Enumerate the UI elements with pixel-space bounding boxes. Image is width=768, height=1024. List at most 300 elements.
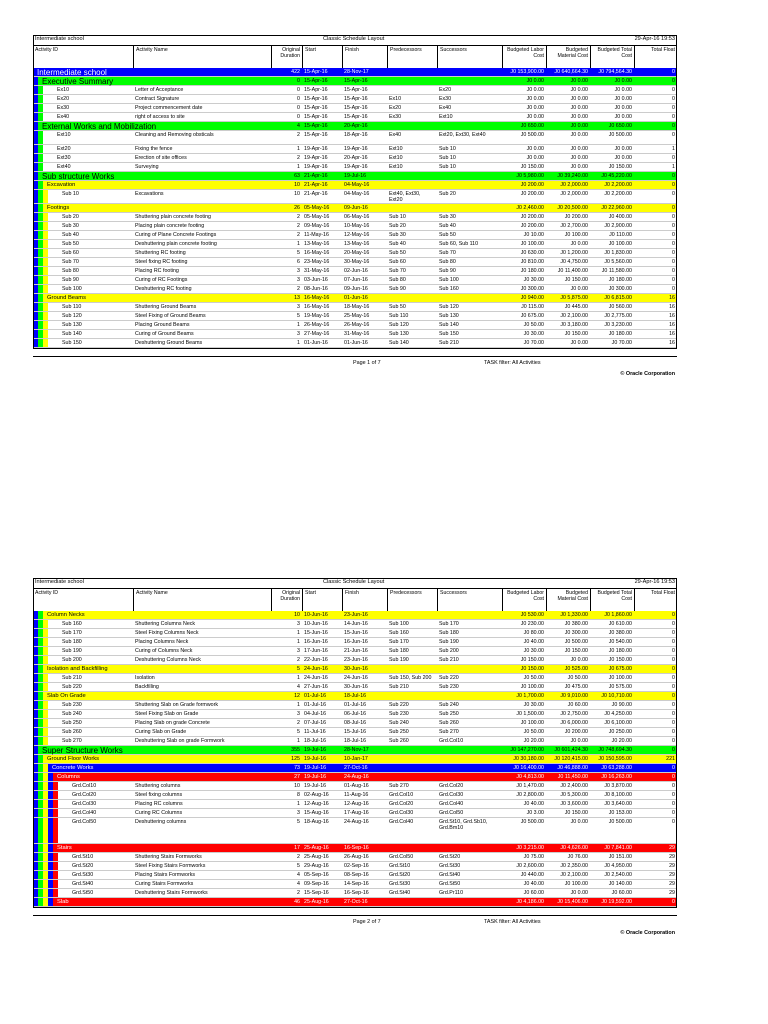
cell-labor: J0 530.00 (520, 612, 544, 618)
cell-dur: 0 (297, 114, 300, 120)
cell-name: Deshuttering columns (135, 819, 187, 825)
cell-float: 1 (672, 146, 675, 152)
cell-material: J0 6,000.00 (560, 720, 588, 726)
cell-succ: Sub 50 (439, 232, 456, 238)
cell-succ: Sub 20 (439, 191, 456, 197)
column-header-labor: Budgeted Labor Cost (502, 46, 546, 68)
cell-total: J0 180.00 (608, 331, 632, 337)
cell-labor: J0 2,800.00 (516, 792, 544, 798)
cell-dur: 3 (297, 331, 300, 337)
cell-pred: Sub 130 (389, 331, 409, 337)
cell-pred: Sub 240 (389, 720, 409, 726)
cell-dur: 10 (294, 182, 300, 188)
cell-float: 0 (672, 810, 675, 816)
cell-float: 0 (672, 711, 675, 717)
column-header-total: Budgeted Total Cost (590, 589, 634, 611)
cell-name: Project commencement date (135, 105, 203, 111)
cell-labor: J0 500.00 (520, 819, 544, 825)
cell-finish: 23-Jun-16 (344, 612, 368, 618)
cell-labor: J0 0.00 (526, 78, 544, 84)
cell-labor: J0 3,215.00 (516, 845, 544, 851)
cell-name: Steel Fixing of Ground Beams (135, 313, 206, 319)
cell-total: J0 6,815.00 (604, 295, 632, 301)
cell-labor: J0 810.00 (520, 259, 544, 265)
cell-total: J0 794,564.30 (598, 69, 632, 75)
cell-material: J0 11,450.00 (557, 774, 588, 780)
cell-start: 19-Jul-16 (304, 756, 327, 762)
cell-id: Ground Beams (47, 295, 86, 301)
cell-float: 1 (672, 164, 675, 170)
filter-label: TASK filter: All Activities (484, 360, 541, 366)
cell-float: 0 (672, 232, 675, 238)
cell-finish: 15-Apr-16 (344, 87, 368, 93)
cell-total: J0 675.00 (608, 666, 632, 672)
cell-start: 11-May-16 (304, 232, 329, 238)
cell-pred: Sub 60 (389, 259, 406, 265)
cell-start: 31-May-16 (304, 268, 330, 274)
cell-labor: J0 0.00 (526, 87, 544, 93)
cell-total: J0 3,870.00 (604, 783, 632, 789)
cell-succ: Sub 80 (439, 259, 456, 265)
cell-finish: 02-Sep-16 (344, 863, 369, 869)
cell-id: Ext10 (57, 132, 71, 138)
cell-finish: 14-Jun-16 (344, 621, 368, 627)
cell-name: Placing plain concrete footing (135, 223, 205, 229)
cell-id: Slab On Grade (47, 693, 86, 699)
cell-labor: J0 440.00 (520, 872, 544, 878)
layout-title: Classic Schedule Layout (323, 579, 385, 585)
cell-finish: 28-Nov-17 (344, 69, 369, 75)
cell-id: Ex40 (57, 114, 70, 120)
cell-labor: J0 0.00 (526, 155, 544, 161)
cell-name: Cleaning and Removing obsticals (135, 132, 214, 138)
cell-finish: 15-Jun-16 (344, 630, 368, 636)
cell-start: 19-May-16 (304, 313, 330, 319)
cell-float: 0 (672, 205, 675, 211)
cell-material: J0 0.00 (570, 164, 588, 170)
cell-labor: J0 630.00 (520, 250, 544, 256)
cell-pred: Grd.Col40 (389, 819, 414, 825)
cell-succ: Sub 200 (439, 648, 459, 654)
cell-float: 0 (672, 693, 675, 699)
cell-dur: 4 (297, 684, 300, 690)
cell-start: 19-Apr-16 (304, 164, 328, 170)
cell-finish: 15-Jul-16 (344, 729, 367, 735)
cell-material: J0 640,664.30 (554, 69, 588, 75)
cell-total: J0 100.00 (608, 675, 632, 681)
cell-float: 0 (672, 191, 675, 197)
cell-start: 01-Jul-16 (304, 702, 327, 708)
cell-float: 0 (672, 78, 675, 84)
cell-finish: 13-May-16 (344, 241, 370, 247)
cell-labor: J0 3.00 (526, 810, 544, 816)
cell-start: 19-Jul-16 (304, 783, 327, 789)
cell-name: Steel Fixing Stairs Formworks (135, 863, 206, 869)
cell-float: 0 (672, 123, 675, 129)
project-title: Intermediate school (35, 36, 84, 42)
cell-material: J0 5,875.00 (560, 295, 588, 301)
cell-finish: 10-Jan-17 (344, 756, 368, 762)
column-header-start: Start (302, 46, 342, 68)
cell-pred: Sub 220 (389, 702, 409, 708)
cell-material: J0 380.00 (564, 621, 588, 627)
cell-total: J0 45,220.00 (601, 173, 632, 179)
cell-dur: 26 (294, 205, 300, 211)
cell-material: J0 76.00 (567, 854, 588, 860)
cell-start: 23-May-16 (304, 259, 330, 265)
cell-finish: 02-Jun-16 (344, 268, 368, 274)
cell-material: J0 0.00 (570, 132, 588, 138)
cell-float: 0 (672, 774, 675, 780)
cell-finish: 15-Apr-16 (344, 96, 368, 102)
cell-dur: 27 (294, 774, 300, 780)
cell-dur: 5 (297, 819, 300, 825)
cell-name: Deshuttering Columns Neck (135, 657, 201, 663)
cell-finish: 25-May-16 (344, 313, 370, 319)
cell-id: Isolation and Backfilling (47, 666, 108, 672)
cell-material: J0 445.00 (564, 304, 588, 310)
cell-finish: 06-May-16 (344, 214, 370, 220)
cell-start: 29-Aug-16 (304, 863, 329, 869)
cell-name: Fixing the fence (135, 146, 173, 152)
cell-name: Deshuttering plain concrete footing (135, 241, 217, 247)
cell-finish: 24-Aug-16 (344, 774, 369, 780)
cell-total: J0 2,200.00 (604, 182, 632, 188)
cell-finish: 15-Apr-16 (344, 78, 368, 84)
cell-id: Sub 180 (62, 639, 82, 645)
cell-total: J0 380.00 (608, 630, 632, 636)
table-frame (33, 35, 677, 349)
cell-id: Sub 190 (62, 648, 82, 654)
cell-float: 16 (669, 340, 675, 346)
cell-material: J0 150.00 (564, 648, 588, 654)
cell-dur: 2 (297, 720, 300, 726)
cell-start: 16-May-16 (304, 250, 330, 256)
cell-material: J0 60.00 (567, 702, 588, 708)
cell-float: 0 (672, 684, 675, 690)
cell-material: J0 1,330.00 (560, 612, 588, 618)
cell-pred: Sub 20 (389, 223, 406, 229)
cell-pred: Grd.Col20 (389, 801, 414, 807)
cell-start: 03-Jun-16 (304, 277, 328, 283)
cell-dur: 3 (297, 268, 300, 274)
cell-float: 16 (669, 295, 675, 301)
cell-start: 19-Jul-16 (304, 774, 327, 780)
cell-total: J0 5,560.00 (604, 259, 632, 265)
cell-material: J0 2,750.00 (560, 711, 588, 717)
cell-start: 25-Aug-16 (304, 845, 329, 851)
cell-float: 0 (672, 214, 675, 220)
cell-finish: 27-Oct-16 (344, 899, 368, 905)
page-footer (33, 356, 677, 385)
cell-material: J0 4,626.00 (560, 845, 588, 851)
cell-pred: Grd.St30 (389, 881, 411, 887)
cell-total: J0 60.00 (611, 890, 632, 896)
cell-name: Backfilling (135, 684, 159, 690)
cell-float: 0 (672, 801, 675, 807)
cell-finish: 16-Sep-16 (344, 890, 369, 896)
cell-pred: Sub 250 (389, 729, 409, 735)
cell-material: J0 2,400.00 (560, 783, 588, 789)
cell-labor: J0 40.00 (523, 639, 544, 645)
cell-name: Deshuttering Ground Beams (135, 340, 203, 346)
cell-pred: Ext10 (389, 146, 403, 152)
cell-id: Sub 140 (62, 331, 82, 337)
cell-material: J0 2,100.00 (560, 872, 588, 878)
schedule-page-1 (33, 35, 677, 487)
cell-succ: Sub 10 (439, 146, 456, 152)
cell-name: Steel Fixing Columns Neck (135, 630, 199, 636)
cell-material: J0 0.00 (570, 241, 588, 247)
cell-dur: 2 (297, 132, 300, 138)
cell-material: J0 0.00 (570, 96, 588, 102)
cell-labor: J0 0.00 (526, 146, 544, 152)
cell-finish: 08-Sep-16 (344, 872, 369, 878)
cell-start: 25-Aug-16 (304, 854, 329, 860)
cell-total: J0 4,950.00 (604, 863, 632, 869)
cell-dur: 3 (297, 277, 300, 283)
cell-labor: J0 2,600.00 (516, 863, 544, 869)
cell-name: Isolation (135, 675, 155, 681)
cell-material: J0 0.00 (570, 155, 588, 161)
cell-float: 16 (669, 304, 675, 310)
cell-id: Sub 130 (62, 322, 82, 328)
cell-id: Grd.St50 (72, 890, 94, 896)
cell-material: J0 0.00 (570, 105, 588, 111)
cell-pred: Sub 90 (389, 286, 406, 292)
cell-float: 29 (669, 854, 675, 860)
cell-succ: Grd.Col20 (439, 783, 464, 789)
cell-dur: 6 (297, 259, 300, 265)
cell-succ: Sub 260 (439, 720, 459, 726)
cell-float: 29 (669, 890, 675, 896)
cell-dur: 5 (297, 666, 300, 672)
cell-dur: 125 (291, 756, 300, 762)
cell-id: Column Necks (47, 612, 85, 618)
cell-pred: Sub 70 (389, 268, 406, 274)
cell-dur: 422 (291, 69, 300, 75)
cell-total: J0 0.00 (614, 96, 632, 102)
cell-total: J0 2,540.00 (604, 872, 632, 878)
cell-total: J0 0.00 (614, 114, 632, 120)
cell-start: 15-Apr-16 (304, 123, 328, 129)
cell-name: Deshuttering Stairs Formworks (135, 890, 208, 896)
cell-material: J0 525.00 (564, 666, 588, 672)
cell-material: J0 2,350.00 (560, 863, 588, 869)
cell-id: Sub 250 (62, 720, 82, 726)
cell-finish: 14-Sep-16 (344, 881, 369, 887)
cell-succ: Sub 70 (439, 250, 456, 256)
cell-id: Sub 90 (62, 277, 79, 283)
cell-finish: 18-May-16 (344, 304, 370, 310)
cell-name: Curing of Plane Concrete Footings (135, 232, 217, 238)
cell-id: Ext40 (57, 164, 71, 170)
cell-total: J0 11,580.00 (601, 268, 632, 274)
cell-material: J0 100.00 (564, 881, 588, 887)
cell-material: J0 2,000.00 (560, 191, 588, 197)
cell-start: 10-Jun-16 (304, 612, 328, 618)
cell-id: Sub 210 (62, 675, 82, 681)
column-header-finish: Finish (342, 46, 387, 68)
cell-total: J0 1,860.00 (604, 612, 632, 618)
column-header-material: Budgeted Material Cost (546, 589, 590, 611)
cell-labor: J0 500.00 (520, 132, 544, 138)
cell-id: Ex20 (57, 96, 70, 102)
cell-start: 13-May-16 (304, 241, 330, 247)
cell-material: J0 46,888.00 (557, 765, 588, 771)
cell-total: J0 0.00 (614, 105, 632, 111)
cell-pred: Sub 50 (389, 250, 406, 256)
cell-finish: 20-Apr-16 (344, 155, 368, 161)
cell-pred: Grd.St20 (389, 872, 411, 878)
cell-material: J0 0.00 (570, 890, 588, 896)
cell-succ: Sub 10 (439, 164, 456, 170)
cell-pred: Sub 260 (389, 738, 409, 744)
cell-succ: Sub 120 (439, 304, 459, 310)
cell-id: Grd.St40 (72, 881, 94, 887)
cell-id: Sub 10 (62, 191, 79, 197)
cell-dur: 5 (297, 729, 300, 735)
cell-labor: J0 4,186.00 (516, 899, 544, 905)
cell-pred: Sub 50 (389, 304, 406, 310)
cell-name: Shuttering Stairs Formworks (135, 854, 202, 860)
cell-finish: 01-Jun-16 (344, 295, 368, 301)
cell-finish: 08-Jul-16 (344, 720, 367, 726)
cell-dur: 10 (294, 783, 300, 789)
column-header-pred: Predecessors (387, 46, 437, 68)
cell-material: J0 200.00 (564, 729, 588, 735)
cell-pred: Sub 190 (389, 657, 409, 663)
cell-total: J0 1,830.00 (604, 250, 632, 256)
cell-total: J0 63,288.00 (601, 765, 632, 771)
cell-float: 0 (672, 819, 675, 825)
cell-finish: 06-Jul-16 (344, 711, 367, 717)
cell-name: Placing RC footing (135, 268, 179, 274)
cell-succ: Sub 230 (439, 684, 459, 690)
cell-material: J0 4,750.00 (560, 259, 588, 265)
cell-start: 24-Jun-16 (304, 675, 328, 681)
cell-finish: 12-May-16 (344, 232, 370, 238)
column-header-total: Budgeted Total Cost (590, 46, 634, 68)
cell-float: 0 (672, 899, 675, 905)
cell-labor: J0 650.00 (520, 123, 544, 129)
cell-name: Contract Signature (135, 96, 180, 102)
cell-id: Sub 230 (62, 702, 82, 708)
column-header-succ: Successors (437, 589, 502, 611)
cell-labor: J0 100.00 (520, 720, 544, 726)
cell-start: 18-Jul-16 (304, 738, 327, 744)
cell-dur: 1 (297, 801, 300, 807)
cell-float: 0 (672, 114, 675, 120)
cell-id: Sub 110 (62, 304, 82, 310)
cell-dur: 2 (297, 657, 300, 663)
cell-labor: J0 30.00 (523, 277, 544, 283)
cell-total: J0 8,100.00 (604, 792, 632, 798)
cell-total: J0 3,230.00 (604, 322, 632, 328)
cell-float: 0 (672, 747, 675, 753)
cell-material: J0 100.00 (564, 232, 588, 238)
cell-material: J0 150.00 (564, 331, 588, 337)
cell-succ: Ex40 (439, 105, 452, 111)
cell-name: Shuttering plain concrete footing (135, 214, 211, 220)
cell-labor: J0 5,980.00 (516, 173, 544, 179)
cell-labor: J0 115.00 (521, 304, 544, 310)
cell-start: 04-Jul-16 (304, 711, 327, 717)
cell-labor: J0 30,180.00 (513, 756, 544, 762)
cell-dur: 1 (297, 146, 300, 152)
cell-id: Columns (57, 774, 80, 780)
cell-material: J0 120,415.00 (554, 756, 588, 762)
column-header-finish: Finish (342, 589, 387, 611)
cell-material: J0 0.00 (570, 78, 588, 84)
cell-labor: J0 70.00 (523, 340, 544, 346)
cell-material: J0 601,424.30 (554, 747, 588, 753)
cell-finish: 10-May-16 (344, 223, 370, 229)
cell-pred: Ex30 (389, 114, 402, 120)
cell-dur: 8 (297, 792, 300, 798)
cell-total: J0 0.00 (614, 146, 632, 152)
cell-name: Curing of Ground Beams (135, 331, 194, 337)
cell-finish: 16-Jun-16 (344, 639, 368, 645)
cell-finish: 04-May-16 (344, 191, 370, 197)
cell-labor: J0 147,270.00 (510, 747, 544, 753)
cell-float: 0 (672, 105, 675, 111)
column-header-pred: Predecessors (387, 589, 437, 611)
cell-total: J0 150,595.00 (598, 756, 632, 762)
cell-material: J0 0.00 (570, 123, 588, 129)
cell-succ: Grd.Col40 (439, 801, 464, 807)
cell-dur: 1 (297, 241, 300, 247)
cell-finish: 20-Apr-16 (344, 123, 368, 129)
cell-id: Grd.Col10 (72, 783, 97, 789)
cell-dur: 0 (297, 87, 300, 93)
cell-dur: 0 (297, 96, 300, 102)
cell-dur: 1 (297, 639, 300, 645)
cell-total: J0 110.00 (609, 232, 632, 238)
cell-float: 16 (669, 331, 675, 337)
company-logo: © Oracle Corporation (620, 371, 675, 377)
cell-id: Sub 120 (62, 313, 82, 319)
cell-id: Stairs (57, 845, 72, 851)
cell-name: Excavations (135, 191, 164, 197)
cell-id: Grd.Col40 (72, 810, 97, 816)
cell-pred: Sub 160 (389, 630, 409, 636)
cell-material: J0 2,700.00 (560, 223, 588, 229)
cell-succ: Grd.Pr110 (439, 890, 464, 896)
cell-float: 0 (672, 259, 675, 265)
cell-finish: 15-Apr-16 (344, 105, 368, 111)
cell-succ: Sub 270 (439, 729, 459, 735)
cell-float: 0 (672, 666, 675, 672)
cell-succ: Sub 40 (439, 223, 456, 229)
cell-id: Footings (47, 205, 70, 211)
cell-pred: Grd.Col10 (389, 792, 414, 798)
cell-id: Ext30 (57, 155, 71, 161)
cell-id: Ex30 (57, 105, 70, 111)
cell-dur: 3 (297, 711, 300, 717)
column-header-start: Start (302, 589, 342, 611)
print-datetime: 29-Apr-16 19:53 (634, 36, 675, 42)
cell-dur: 355 (291, 747, 300, 753)
cell-start: 01-Jun-16 (304, 340, 328, 346)
cell-float: 0 (672, 96, 675, 102)
cell-finish: 18-Jul-16 (344, 693, 367, 699)
cell-float: 0 (672, 277, 675, 283)
cell-finish: 30-Jun-16 (344, 684, 368, 690)
cell-material: J0 0.00 (570, 340, 588, 346)
cell-material: J0 0.00 (570, 87, 588, 93)
column-header-labor: Budgeted Labor Cost (502, 589, 546, 611)
